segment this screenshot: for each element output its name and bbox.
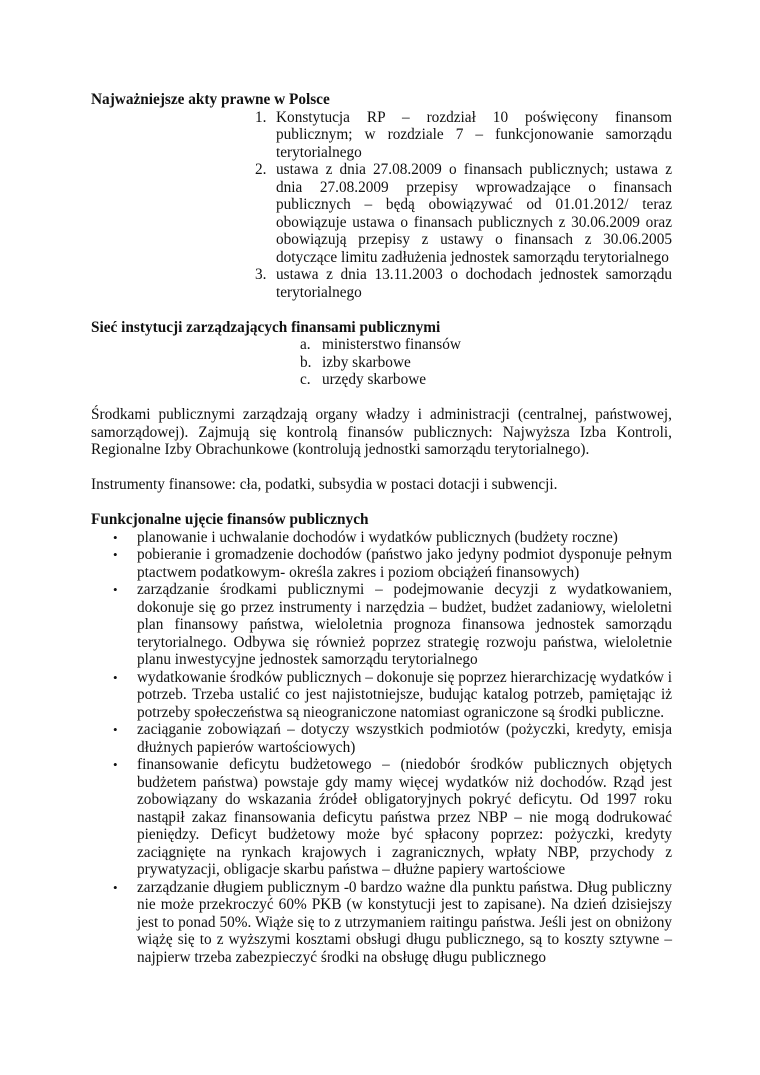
list-item (300, 336, 672, 354)
document-page (91, 91, 672, 966)
list-item-text: wydatkowanie środków publicznych – dokonuje się poprzez hierarchizację wydatków i potrzeb. Trzeba ustalić co jest najistotniejsze, budując katalog potrzeb, pamiętając iż potrzeby społeczeństwa są nieograniczone natomiast ograniczone są środki publiczne. (137, 668, 672, 721)
bullet-icon: • (113, 547, 118, 562)
list-item-text: zarządzanie długiem publicznym -0 bardzo ważne dla punktu państwa. Dług publiczny nie może przekroczyć 60% PKB (w konstytucji jest to zapisane). Na dzień dzisiejszy jest to ponad 50%. Wiąże się to z utrzymaniem raitingu państwa. Jeśli jest on obniżony wiążę się to z wyższymi kosztami obsługi długu publicznego, są to koszty sztywne – najpierw trzeba zabezpieczyć środki na obsługę długu publicznego (137, 878, 672, 966)
list-marker: 2. (255, 161, 267, 178)
list-item (113, 721, 672, 756)
list-item-text: finansowanie deficytu budżetowego – (niedobór środków publicznych objętych budżetem państwa) powstaje gdy mamy więcej wydatków niż dochodów. Rząd jest zobowiązany do wskazania źródeł obligatoryjnych pokryć deficytu. Od 1997 roku nastąpił zakaz finansowania deficytu państwa przez NBP – nie mogą dodrukować pieniędzy. Deficyt budżetowy może być spłacony poprzez: pożyczki, kredyty zaciągnięte na rynkach krajowych i zagranicznych, wpłaty NBP, przychody z prywatyzacji, obligacje skarbu państwa – dłużne papiery wartościowe (137, 756, 672, 878)
list-item-text: ustawa z dnia 27.08.2009 o finansach publicznych; ustawa z dnia 27.08.2009 przepisy wprowadzające o finansach publicznych – będą obowiązywać od 01.01.2012/ teraz obowiązuje ustawa o finansach publicznych z 30.06.2009 oraz obowiązują przepisy z ustawy o finansach z 30.06.2005 dotyczące limitu zadłużenia jednostek samorządu terytorialnego (276, 161, 672, 266)
heading-legal-acts: Najważniejsze akty prawne w Polsce (91, 91, 330, 108)
paragraph-instruments: Instrumenty finansowe: cła, podatki, subsydia w postaci dotacji i subwencji. (91, 476, 558, 493)
bullet-icon: • (113, 722, 118, 737)
list-item (300, 353, 672, 372)
list-item (255, 108, 672, 162)
list-item (113, 528, 672, 547)
list-item (113, 546, 672, 581)
bullet-icon: • (113, 879, 118, 895)
list-item-text: ministerstwo finansów (322, 336, 461, 353)
list-item-text: zaciąganie zobowiązań – dotyczy wszystkich podmiotów (pożyczki, kredyty, emisja dłużnych papierów wartościowych) (137, 721, 672, 756)
institutions-list (91, 336, 672, 389)
functional-list (91, 529, 672, 967)
list-item (113, 878, 672, 967)
list-item-text: Konstytucja RP – rozdział 10 poświęcony finansom publicznym; w rozdziale 7 – funkcjonowanie samorządu terytorialnego (276, 108, 672, 161)
list-marker: a. (300, 336, 311, 353)
list-item (255, 161, 672, 266)
list-item (300, 371, 672, 389)
bullet-icon: • (113, 669, 118, 685)
list-item (113, 668, 672, 722)
bullet-icon: • (113, 582, 118, 597)
list-marker: b. (300, 353, 312, 371)
bullet-icon: • (113, 529, 118, 545)
list-item-text: pobieranie i gromadzenie dochodów (państwo jako jedyny podmiot dysponuje pełnym ptactwem podatkowym- określa zakres i poziom obciążeń finansowych) (137, 546, 672, 581)
legal-acts-list (91, 109, 672, 302)
list-item (255, 266, 672, 301)
list-item-text: planowanie i uchwalanie dochodów i wydatków publicznych (budżety roczne) (137, 528, 618, 546)
list-marker: 1. (255, 108, 267, 126)
paragraph-public-funds: Środkami publicznymi zarządzają organy władzy i administracji (centralnej, państwowej, samorządowej). Zajmują się kontrolą finansów publicznych: Najwyższa Izba Kontroli, Regionalne Izby Obrachunkowe (kontrolują jednostki samorządu terytorialnego). (91, 406, 672, 458)
list-item (113, 581, 672, 669)
bullet-icon: • (113, 757, 118, 772)
list-item-text: zarządzanie środkami publicznymi – podejmowanie decyzji z wydatkowaniem, dokonuje się go przez instrumenty i narzędzia – budżet, budżet zadaniowy, wieloletni plan finansowy państwa, wieloletnia prognoza finansowa jednostek samorządu terytorialnego. Odbywa się również poprzez strategię rozwoju państwa, wieloletnie planu inwestycyjne jednostek samorządu terytorialnego (137, 581, 672, 668)
heading-functional: Funkcjonalne ujęcie finansów publicznych (91, 511, 369, 528)
list-item-text: ustawa z dnia 13.11.2003 o dochodach jednostek samorządu terytorialnego (276, 266, 672, 301)
heading-institutions: Sieć instytucji zarządzających finansami publicznymi (91, 318, 441, 336)
list-marker: c. (300, 371, 311, 388)
list-item (113, 756, 672, 879)
list-item-text: izby skarbowe (322, 353, 411, 371)
list-item-text: urzędy skarbowe (322, 371, 427, 388)
list-marker: 3. (255, 266, 267, 283)
